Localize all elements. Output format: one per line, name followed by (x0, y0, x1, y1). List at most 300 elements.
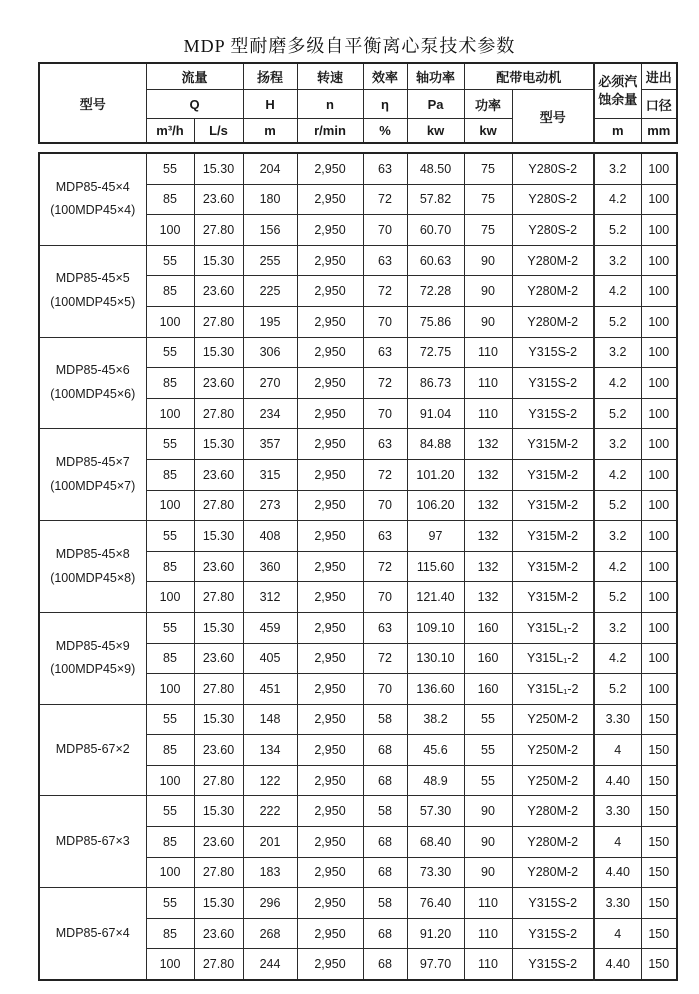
head-cell: 312 (243, 582, 297, 613)
npsh-cell: 5.2 (594, 490, 641, 521)
flow-ls-cell: 15.30 (194, 245, 243, 276)
motor-model-cell: Y280S-2 (512, 215, 594, 246)
motor-power-cell: 90 (464, 306, 512, 337)
motor-model-cell: Y315S-2 (512, 398, 594, 429)
header-flow-unit-m3h: m³/h (146, 119, 194, 144)
flow-ls-cell: 23.60 (194, 643, 243, 674)
efficiency-cell: 72 (363, 184, 407, 215)
flow-m3h-cell: 85 (146, 276, 194, 307)
motor-model-cell: Y280M-2 (512, 857, 594, 888)
diameter-cell: 100 (641, 429, 677, 460)
motor-power-cell: 110 (464, 888, 512, 919)
flow-m3h-cell: 85 (146, 459, 194, 490)
speed-cell: 2,950 (297, 551, 363, 582)
speed-cell: 2,950 (297, 949, 363, 980)
speed-cell: 2,950 (297, 612, 363, 643)
npsh-cell: 4.2 (594, 643, 641, 674)
npsh-cell: 4.40 (594, 765, 641, 796)
motor-power-cell: 55 (464, 765, 512, 796)
flow-ls-cell: 23.60 (194, 827, 243, 858)
speed-cell: 2,950 (297, 796, 363, 827)
npsh-cell: 5.2 (594, 674, 641, 705)
flow-ls-cell: 15.30 (194, 612, 243, 643)
head-cell: 234 (243, 398, 297, 429)
pump-model-alt-name: (100MDP45×4) (50, 203, 136, 218)
npsh-cell: 4 (594, 735, 641, 766)
efficiency-cell: 70 (363, 306, 407, 337)
npsh-cell: 5.2 (594, 398, 641, 429)
npsh-cell: 3.2 (594, 153, 641, 184)
flow-m3h-cell: 55 (146, 704, 194, 735)
head-cell: 270 (243, 368, 297, 399)
motor-power-cell: 160 (464, 643, 512, 674)
npsh-cell: 3.2 (594, 612, 641, 643)
spec-table-body (39, 153, 677, 980)
motor-model-cell: Y315L₁-2 (512, 643, 594, 674)
npsh-cell: 4.2 (594, 459, 641, 490)
motor-power-cell: 90 (464, 796, 512, 827)
header-npsh-unit: m (594, 119, 641, 144)
header-diameter-line1: 进出 (641, 63, 677, 90)
diameter-cell: 100 (641, 643, 677, 674)
npsh-cell: 4.2 (594, 551, 641, 582)
efficiency-cell: 58 (363, 704, 407, 735)
motor-model-cell: Y315M-2 (512, 429, 594, 460)
table-row (39, 888, 677, 919)
npsh-cell: 4.2 (594, 276, 641, 307)
head-cell: 268 (243, 918, 297, 949)
speed-cell: 2,950 (297, 765, 363, 796)
table-row (39, 521, 677, 552)
speed-cell: 2,950 (297, 674, 363, 705)
flow-ls-cell: 15.30 (194, 888, 243, 919)
efficiency-cell: 68 (363, 765, 407, 796)
speed-cell: 2,950 (297, 215, 363, 246)
motor-power-cell: 160 (464, 612, 512, 643)
efficiency-cell: 63 (363, 429, 407, 460)
head-cell: 156 (243, 215, 297, 246)
table-row (39, 337, 677, 368)
diameter-cell: 100 (641, 245, 677, 276)
speed-cell: 2,950 (297, 337, 363, 368)
flow-m3h-cell: 85 (146, 368, 194, 399)
npsh-cell: 4 (594, 827, 641, 858)
flow-ls-cell: 15.30 (194, 796, 243, 827)
flow-m3h-cell: 55 (146, 612, 194, 643)
flow-m3h-cell: 100 (146, 765, 194, 796)
head-cell: 306 (243, 337, 297, 368)
flow-m3h-cell: 85 (146, 643, 194, 674)
diameter-cell: 150 (641, 918, 677, 949)
shaft-power-cell: 38.2 (407, 704, 464, 735)
head-cell: 459 (243, 612, 297, 643)
head-cell: 244 (243, 949, 297, 980)
header-head-unit: m (243, 119, 297, 144)
npsh-cell: 5.2 (594, 215, 641, 246)
motor-power-cell: 90 (464, 245, 512, 276)
diameter-cell: 100 (641, 153, 677, 184)
flow-ls-cell: 23.60 (194, 735, 243, 766)
motor-power-cell: 110 (464, 398, 512, 429)
flow-m3h-cell: 55 (146, 245, 194, 276)
pump-model-cell (39, 888, 146, 980)
motor-model-cell: Y280M-2 (512, 796, 594, 827)
header-shaft-power-symbol: Pa (407, 90, 464, 119)
flow-ls-cell: 23.60 (194, 368, 243, 399)
pump-model-name: MDP85-45×4 (55, 179, 130, 194)
pump-model-alt-name: (100MDP45×7) (50, 478, 136, 493)
head-cell: 315 (243, 459, 297, 490)
efficiency-cell: 70 (363, 398, 407, 429)
diameter-cell: 100 (641, 276, 677, 307)
head-cell: 183 (243, 857, 297, 888)
shaft-power-cell: 106.20 (407, 490, 464, 521)
diameter-cell: 100 (641, 215, 677, 246)
motor-model-cell: Y315M-2 (512, 459, 594, 490)
flow-ls-cell: 23.60 (194, 459, 243, 490)
head-cell: 408 (243, 521, 297, 552)
head-cell: 180 (243, 184, 297, 215)
npsh-cell: 4.2 (594, 184, 641, 215)
shaft-power-cell: 72.28 (407, 276, 464, 307)
header-npsh-line1: 必须汽 (598, 74, 638, 90)
motor-power-cell: 90 (464, 276, 512, 307)
efficiency-cell: 70 (363, 215, 407, 246)
npsh-cell: 3.2 (594, 521, 641, 552)
flow-ls-cell: 15.30 (194, 521, 243, 552)
npsh-cell: 3.30 (594, 888, 641, 919)
header-head: 扬程 (243, 63, 297, 90)
header-model: 型号 (39, 63, 146, 143)
speed-cell: 2,950 (297, 306, 363, 337)
diameter-cell: 150 (641, 827, 677, 858)
shaft-power-cell: 60.63 (407, 245, 464, 276)
efficiency-cell: 58 (363, 796, 407, 827)
npsh-cell: 5.2 (594, 582, 641, 613)
head-cell: 222 (243, 796, 297, 827)
motor-power-cell: 90 (464, 827, 512, 858)
motor-power-cell: 132 (464, 490, 512, 521)
motor-model-cell: Y250M-2 (512, 704, 594, 735)
motor-model-cell: Y315S-2 (512, 888, 594, 919)
flow-ls-cell: 27.80 (194, 857, 243, 888)
npsh-cell: 4.2 (594, 368, 641, 399)
head-cell: 451 (243, 674, 297, 705)
flow-m3h-cell: 100 (146, 582, 194, 613)
header-shaft-power-unit: kw (407, 119, 464, 144)
shaft-power-cell: 130.10 (407, 643, 464, 674)
motor-power-cell: 110 (464, 337, 512, 368)
pump-model-name: MDP85-45×6 (55, 363, 130, 378)
motor-model-cell: Y280M-2 (512, 306, 594, 337)
flow-m3h-cell: 55 (146, 429, 194, 460)
pump-model-cell (39, 153, 146, 245)
header-flow-unit-ls: L/s (194, 119, 243, 144)
motor-power-cell: 110 (464, 949, 512, 980)
speed-cell: 2,950 (297, 918, 363, 949)
shaft-power-cell: 97 (407, 521, 464, 552)
pump-model-cell (39, 429, 146, 521)
flow-ls-cell: 27.80 (194, 306, 243, 337)
speed-cell: 2,950 (297, 184, 363, 215)
table-row (39, 796, 677, 827)
motor-model-cell: Y250M-2 (512, 735, 594, 766)
speed-cell: 2,950 (297, 368, 363, 399)
shaft-power-cell: 91.04 (407, 398, 464, 429)
header-speed: 转速 (297, 63, 363, 90)
speed-cell: 2,950 (297, 704, 363, 735)
speed-cell: 2,950 (297, 429, 363, 460)
flow-ls-cell: 27.80 (194, 765, 243, 796)
efficiency-cell: 70 (363, 582, 407, 613)
pump-model-name: MDP85-45×7 (55, 454, 130, 469)
flow-m3h-cell: 85 (146, 184, 194, 215)
header-efficiency-unit: % (363, 119, 407, 144)
motor-power-cell: 160 (464, 674, 512, 705)
motor-model-cell: Y315M-2 (512, 490, 594, 521)
head-cell: 357 (243, 429, 297, 460)
flow-m3h-cell: 85 (146, 918, 194, 949)
spec-data-table (38, 152, 678, 981)
shaft-power-cell: 68.40 (407, 827, 464, 858)
table-row (39, 245, 677, 276)
head-cell: 122 (243, 765, 297, 796)
pump-model-cell (39, 337, 146, 429)
shaft-power-cell: 91.20 (407, 918, 464, 949)
shaft-power-cell: 97.70 (407, 949, 464, 980)
shaft-power-cell: 48.9 (407, 765, 464, 796)
shaft-power-cell: 60.70 (407, 215, 464, 246)
shaft-power-cell: 57.30 (407, 796, 464, 827)
motor-model-cell: Y315S-2 (512, 918, 594, 949)
flow-m3h-cell: 85 (146, 551, 194, 582)
header-motor-power-unit: kw (464, 119, 512, 144)
diameter-cell: 100 (641, 521, 677, 552)
head-cell: 148 (243, 704, 297, 735)
diameter-cell: 100 (641, 184, 677, 215)
efficiency-cell: 72 (363, 368, 407, 399)
motor-power-cell: 132 (464, 521, 512, 552)
npsh-cell: 3.2 (594, 337, 641, 368)
flow-ls-cell: 23.60 (194, 276, 243, 307)
flow-m3h-cell: 100 (146, 949, 194, 980)
efficiency-cell: 68 (363, 949, 407, 980)
head-cell: 195 (243, 306, 297, 337)
flow-m3h-cell: 55 (146, 796, 194, 827)
motor-power-cell: 75 (464, 184, 512, 215)
pump-model-name: MDP85-45×9 (55, 638, 130, 653)
flow-m3h-cell: 100 (146, 490, 194, 521)
shaft-power-cell: 75.86 (407, 306, 464, 337)
diameter-cell: 150 (641, 949, 677, 980)
npsh-cell: 4 (594, 918, 641, 949)
speed-cell: 2,950 (297, 490, 363, 521)
header-head-symbol: H (243, 90, 297, 119)
head-cell: 255 (243, 245, 297, 276)
efficiency-cell: 68 (363, 857, 407, 888)
efficiency-cell: 63 (363, 153, 407, 184)
motor-model-cell: Y315S-2 (512, 949, 594, 980)
shaft-power-cell: 76.40 (407, 888, 464, 919)
flow-ls-cell: 27.80 (194, 398, 243, 429)
flow-m3h-cell: 100 (146, 215, 194, 246)
flow-m3h-cell: 85 (146, 827, 194, 858)
pump-model-alt-name: (100MDP45×6) (50, 386, 136, 401)
flow-ls-cell: 15.30 (194, 704, 243, 735)
header-diameter-line2: 口径 (641, 90, 677, 119)
flow-m3h-cell: 100 (146, 306, 194, 337)
speed-cell: 2,950 (297, 643, 363, 674)
motor-model-cell: Y280S-2 (512, 184, 594, 215)
efficiency-cell: 72 (363, 643, 407, 674)
table-row (39, 153, 677, 184)
motor-power-cell: 90 (464, 857, 512, 888)
header-flow-symbol: Q (146, 90, 243, 119)
motor-model-cell: Y315L₁-2 (512, 612, 594, 643)
efficiency-cell: 63 (363, 245, 407, 276)
efficiency-cell: 72 (363, 551, 407, 582)
header-efficiency: 效率 (363, 63, 407, 90)
motor-model-cell: Y250M-2 (512, 765, 594, 796)
flow-ls-cell: 27.80 (194, 490, 243, 521)
motor-power-cell: 132 (464, 582, 512, 613)
motor-power-cell: 75 (464, 153, 512, 184)
speed-cell: 2,950 (297, 857, 363, 888)
diameter-cell: 100 (641, 306, 677, 337)
efficiency-cell: 68 (363, 827, 407, 858)
npsh-cell: 4.40 (594, 857, 641, 888)
header-motor-power: 功率 (464, 90, 512, 119)
motor-model-cell: Y315M-2 (512, 521, 594, 552)
header-npsh (594, 63, 641, 119)
npsh-cell: 3.2 (594, 429, 641, 460)
motor-model-cell: Y280M-2 (512, 827, 594, 858)
header-speed-symbol: n (297, 90, 363, 119)
pump-model-name: MDP85-45×5 (55, 271, 130, 286)
header-efficiency-symbol: η (363, 90, 407, 119)
shaft-power-cell: 101.20 (407, 459, 464, 490)
speed-cell: 2,950 (297, 245, 363, 276)
shaft-power-cell: 109.10 (407, 612, 464, 643)
shaft-power-cell: 115.60 (407, 551, 464, 582)
diameter-cell: 150 (641, 857, 677, 888)
shaft-power-cell: 84.88 (407, 429, 464, 460)
table-row (39, 612, 677, 643)
motor-power-cell: 75 (464, 215, 512, 246)
motor-power-cell: 110 (464, 368, 512, 399)
flow-ls-cell: 27.80 (194, 674, 243, 705)
diameter-cell: 100 (641, 459, 677, 490)
flow-m3h-cell: 55 (146, 153, 194, 184)
pump-model-alt-name: (100MDP45×5) (50, 295, 136, 310)
motor-power-cell: 132 (464, 551, 512, 582)
pump-model-cell (39, 612, 146, 704)
motor-model-cell: Y280M-2 (512, 276, 594, 307)
flow-ls-cell: 27.80 (194, 949, 243, 980)
speed-cell: 2,950 (297, 276, 363, 307)
shaft-power-cell: 45.6 (407, 735, 464, 766)
motor-model-cell: Y315M-2 (512, 551, 594, 582)
diameter-cell: 150 (641, 704, 677, 735)
spec-header-table (38, 62, 678, 144)
pump-model-cell (39, 521, 146, 613)
diameter-cell: 100 (641, 582, 677, 613)
pump-model-cell (39, 245, 146, 337)
page-title: MDP 型耐磨多级自平衡离心泵技术参数 (183, 36, 516, 56)
efficiency-cell: 70 (363, 674, 407, 705)
flow-ls-cell: 15.30 (194, 337, 243, 368)
head-cell: 296 (243, 888, 297, 919)
motor-power-cell: 55 (464, 704, 512, 735)
speed-cell: 2,950 (297, 888, 363, 919)
table-row (39, 704, 677, 735)
pump-model-name: MDP85-67×3 (55, 833, 130, 848)
speed-cell: 2,950 (297, 459, 363, 490)
efficiency-cell: 68 (363, 918, 407, 949)
diameter-cell: 100 (641, 490, 677, 521)
motor-model-cell: Y280M-2 (512, 245, 594, 276)
shaft-power-cell: 48.50 (407, 153, 464, 184)
flow-ls-cell: 27.80 (194, 582, 243, 613)
motor-power-cell: 55 (464, 735, 512, 766)
diameter-cell: 100 (641, 368, 677, 399)
efficiency-cell: 63 (363, 612, 407, 643)
pump-model-cell (39, 704, 146, 796)
npsh-cell: 3.30 (594, 796, 641, 827)
speed-cell: 2,950 (297, 827, 363, 858)
speed-cell: 2,950 (297, 582, 363, 613)
header-shaft-power: 轴功率 (407, 63, 464, 90)
flow-m3h-cell: 100 (146, 857, 194, 888)
flow-ls-cell: 15.30 (194, 429, 243, 460)
efficiency-cell: 72 (363, 459, 407, 490)
diameter-cell: 100 (641, 551, 677, 582)
shaft-power-cell: 73.30 (407, 857, 464, 888)
flow-m3h-cell: 55 (146, 521, 194, 552)
flow-ls-cell: 23.60 (194, 184, 243, 215)
shaft-power-cell: 86.73 (407, 368, 464, 399)
diameter-cell: 150 (641, 765, 677, 796)
diameter-cell: 150 (641, 796, 677, 827)
efficiency-cell: 70 (363, 490, 407, 521)
diameter-cell: 100 (641, 398, 677, 429)
flow-m3h-cell: 55 (146, 337, 194, 368)
head-cell: 225 (243, 276, 297, 307)
head-cell: 201 (243, 827, 297, 858)
flow-m3h-cell: 85 (146, 735, 194, 766)
flow-ls-cell: 15.30 (194, 153, 243, 184)
diameter-cell: 150 (641, 888, 677, 919)
efficiency-cell: 63 (363, 521, 407, 552)
head-cell: 134 (243, 735, 297, 766)
motor-model-cell: Y280S-2 (512, 153, 594, 184)
head-cell: 405 (243, 643, 297, 674)
header-motor-model: 型号 (512, 90, 594, 144)
pump-model-name: MDP85-67×4 (55, 925, 130, 940)
head-cell: 273 (243, 490, 297, 521)
head-cell: 360 (243, 551, 297, 582)
npsh-cell: 3.2 (594, 245, 641, 276)
speed-cell: 2,950 (297, 735, 363, 766)
efficiency-cell: 72 (363, 276, 407, 307)
speed-cell: 2,950 (297, 153, 363, 184)
speed-cell: 2,950 (297, 398, 363, 429)
motor-model-cell: Y315L₁-2 (512, 674, 594, 705)
motor-model-cell: Y315S-2 (512, 368, 594, 399)
flow-m3h-cell: 100 (146, 674, 194, 705)
diameter-cell: 100 (641, 337, 677, 368)
pump-model-alt-name: (100MDP45×9) (50, 662, 136, 677)
